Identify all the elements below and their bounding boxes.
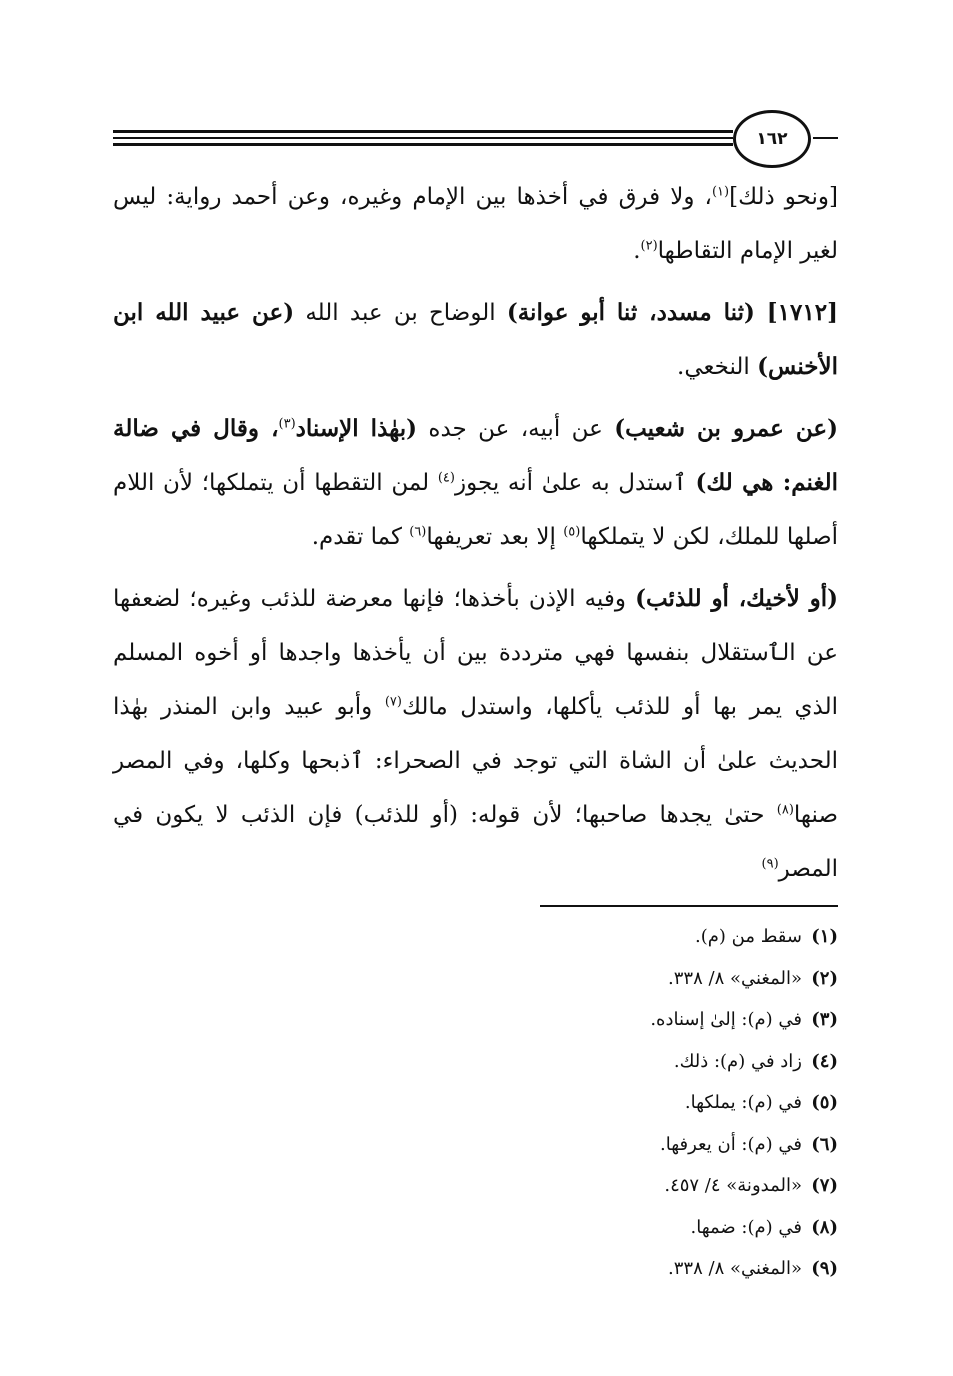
footnote-ref: (٩) bbox=[761, 856, 779, 872]
footnote bbox=[400, 1124, 838, 1166]
page-header bbox=[113, 108, 838, 168]
footnote bbox=[400, 1041, 838, 1083]
text-segment: الوضاح بن عبد الله bbox=[294, 300, 507, 326]
bold-text: ، وقال في ضالة الغنم: هي لك) bbox=[113, 415, 838, 496]
footnote-text: «المغني» ٨/ ٣٣٨. bbox=[668, 1258, 802, 1279]
footnote-ref: (٣) bbox=[278, 416, 296, 432]
footnote-number: (٦) bbox=[811, 1133, 838, 1155]
footnote bbox=[400, 1082, 838, 1124]
paragraph bbox=[113, 170, 838, 278]
text-segment: . bbox=[633, 238, 641, 264]
footnote-number: (٥) bbox=[811, 1092, 838, 1113]
text-segment: حتىٰ يجدها صاحبها؛ لأن قوله: (أو للذئب) فإن الذئب لا يكون في المصر bbox=[113, 802, 838, 882]
footnote bbox=[400, 958, 838, 1000]
paragraph bbox=[113, 402, 838, 564]
paragraph bbox=[113, 572, 838, 896]
text-segment: النخعي. bbox=[677, 354, 758, 380]
header-rule bbox=[113, 137, 733, 139]
bold-text: (بهٰذا الإسناد bbox=[295, 415, 418, 442]
bold-text: (عن عمرو بن شعيب) bbox=[614, 415, 839, 442]
footnote bbox=[400, 1165, 838, 1207]
text-segment: كما تقدم. bbox=[311, 524, 410, 550]
bold-text: (أو لأخيك، أو للذئب) bbox=[635, 585, 838, 612]
bold-text: [١٧١٢] (ثنا مسدد، ثنا أبو عوانة) bbox=[506, 299, 838, 326]
header-rule-end bbox=[813, 137, 838, 139]
footnote-number: (٩) bbox=[811, 1258, 838, 1279]
paragraph bbox=[113, 286, 838, 394]
footnote-ref: (٥) bbox=[563, 524, 581, 540]
text-segment: عن أبيه، عن جده bbox=[417, 416, 615, 442]
footnote-divider bbox=[540, 905, 838, 907]
footnote-number: (٧) bbox=[811, 1175, 838, 1196]
footnote-ref: (٧) bbox=[384, 694, 402, 710]
header-rule bbox=[113, 130, 733, 133]
footnote-text: سقط من (م). bbox=[695, 926, 802, 947]
text-segment: ٱستدل به علىٰ أنه يجوز bbox=[454, 470, 696, 496]
footnote-number: (٢) bbox=[811, 967, 838, 989]
header-rule bbox=[113, 143, 733, 146]
footnote-number: (٤) bbox=[811, 1050, 838, 1072]
footnote bbox=[400, 1207, 838, 1249]
footnote bbox=[400, 916, 838, 958]
footnote-text: «المغني» ٨/ ٣٣٨. bbox=[668, 967, 802, 989]
text-segment: وفيه الإذن بأخذها؛ فإنها معرضة للذئب وغيره؛ لضعفها عن الٱستقلال بنفسها فهي مترددة بين أن يأخذها واجدها أو أخوه المسلم الذي يمر بها أو للذئب يأكلها، واستدل مالك bbox=[113, 586, 838, 720]
footnote-ref: (٨) bbox=[776, 802, 794, 818]
text-segment: إلا بعد تعريفها bbox=[426, 524, 564, 550]
footnote-ref: (٤) bbox=[437, 470, 455, 486]
footnote-ref: (٢) bbox=[640, 238, 658, 254]
text-segment: وأبو عبيد وابن المنذر بهٰذا الحديث علىٰ أن الشاة التي توجد في الصحراء: ٱذبحها وكلها، وفي المصر صنها bbox=[113, 694, 838, 828]
footnote-text: في (م): ضمها. bbox=[690, 1216, 802, 1238]
text-segment: [ونحو ذلك] bbox=[729, 184, 838, 210]
footnote-number: (١) bbox=[811, 926, 838, 947]
footnote-number: (٣) bbox=[811, 1009, 838, 1030]
page-number: ١٦٢ bbox=[733, 110, 811, 168]
footnote-text: «المدونة» ٤/ ٤٥٧. bbox=[664, 1175, 802, 1196]
footnote-text: زاد في (م): ذلك. bbox=[673, 1050, 802, 1072]
footnotes bbox=[400, 916, 838, 1290]
bold-text: (عن عبيد الله ابن الأخنس) bbox=[113, 299, 838, 380]
footnote-text: في (م): يملكها. bbox=[684, 1092, 802, 1113]
footnote-text: في (م): أن يعرفها. bbox=[660, 1133, 802, 1155]
text-segment: ، ولا فرق في أخذها بين الإمام وغيره، وعن أحمد رواية: ليس لغير الإمام التقاطها bbox=[113, 184, 838, 264]
text-segment: لمن التقطها أن يتملكها؛ لأن اللام أصلها للملك، لكن لا يتملكها bbox=[113, 470, 838, 550]
footnote-text: في (م): إلىٰ إسناده. bbox=[650, 1009, 802, 1030]
footnote-number: (٨) bbox=[811, 1216, 838, 1238]
footnote bbox=[400, 1248, 838, 1290]
footnote-ref: (٦) bbox=[409, 524, 427, 540]
footnote-ref: (١) bbox=[711, 184, 730, 200]
main-text bbox=[113, 170, 838, 904]
footnote bbox=[400, 999, 838, 1041]
